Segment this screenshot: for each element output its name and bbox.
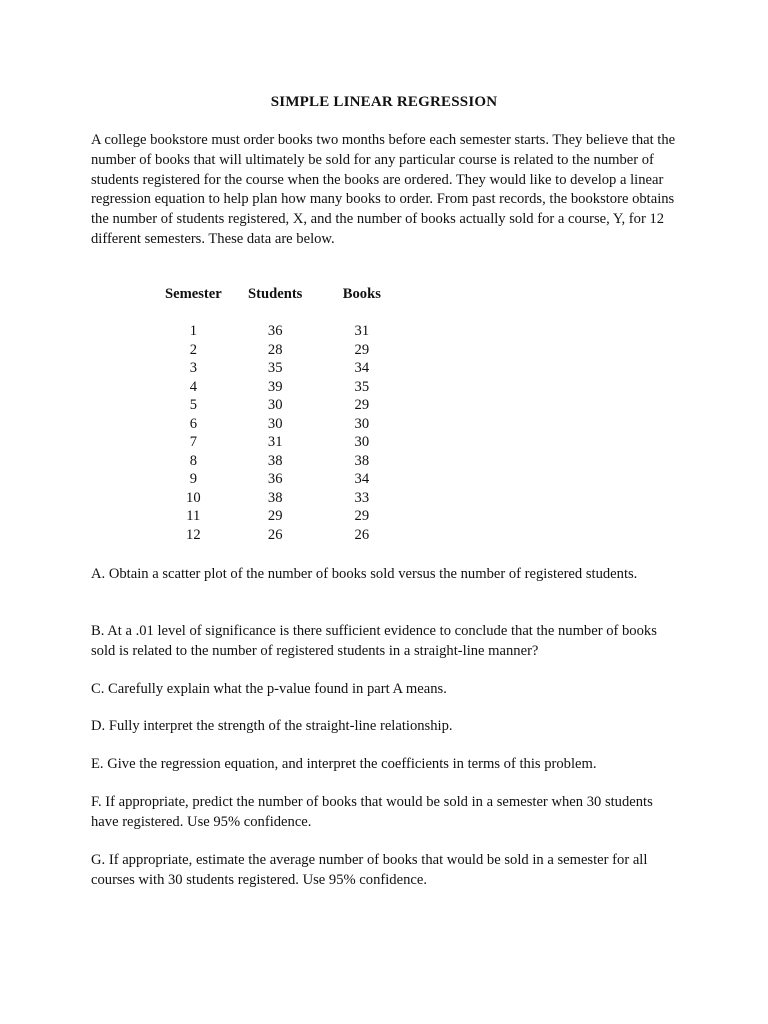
table-row (150, 378, 410, 397)
cell-semester: 2 (189, 341, 197, 358)
cell-students: 30 (267, 415, 283, 432)
table-row (150, 415, 410, 434)
cell-books: 34 (354, 360, 370, 376)
cell-semester: 10 (186, 489, 201, 506)
question-d: D. Fully interpret the strength of the straight-line relationship. (91, 718, 453, 734)
cell-books: 38 (354, 452, 370, 469)
table-row (150, 507, 410, 526)
cell-semester: 6 (189, 415, 197, 432)
question-g: G. If appropriate, estimate the average number of books that would be sold in a semester for all courses with 30 students registered. Use 95% confidence. (91, 852, 648, 888)
question-c: C. Carefully explain what the p-value found in part A means. (91, 681, 447, 697)
cell-students: 26 (267, 526, 283, 543)
table-body (150, 322, 410, 544)
cell-students: 30 (267, 397, 283, 413)
cell-students: 39 (267, 378, 283, 395)
cell-students: 38 (267, 489, 283, 506)
cell-semester: 5 (189, 397, 197, 413)
cell-books: 29 (354, 397, 370, 413)
cell-students: 36 (267, 323, 283, 339)
cell-books: 34 (354, 471, 370, 487)
table-row (150, 396, 410, 415)
cell-semester: 3 (189, 360, 197, 376)
cell-books: 26 (354, 526, 370, 543)
cell-books: 33 (354, 489, 370, 506)
table-row (150, 433, 410, 452)
table-row (150, 322, 410, 341)
cell-semester: 1 (189, 323, 197, 339)
cell-semester: 12 (186, 526, 201, 543)
cell-semester: 9 (189, 471, 197, 487)
cell-semester: 4 (189, 378, 197, 395)
table-row (150, 359, 410, 378)
document-title: SIMPLE LINEAR REGRESSION (270, 94, 498, 110)
cell-books: 31 (354, 323, 370, 339)
cell-students: 38 (267, 452, 283, 469)
table-row (150, 526, 410, 545)
table-row (150, 452, 410, 471)
question-a: A. Obtain a scatter plot of the number of books sold versus the number of registered students. (91, 566, 638, 582)
cell-students: 36 (267, 471, 283, 487)
cell-books: 30 (354, 415, 370, 432)
cell-semester: 7 (189, 434, 197, 450)
cell-books: 35 (354, 378, 370, 395)
cell-students: 35 (267, 360, 283, 376)
table-row (150, 470, 410, 489)
cell-students: 28 (267, 341, 283, 358)
table-header (150, 286, 410, 306)
question-b: B. At a .01 level of significance is there sufficient evidence to conclude that the number of books sold is related to the number of registered students in a straight-line manner? (91, 623, 657, 659)
cell-students: 31 (267, 434, 283, 450)
intro-paragraph: A college bookstore must order books two months before each semester starts. They believe that the number of books that will ultimately be sold for any particular course is related to the number of students registered for the course when the books are ordered. They would like to develop a linear regression equation to help plan how many books to order. From past records, the bookstore obtains the number of students registered, X, and the number of books actually sold for a course, Y, for 12 different semesters. These data are below. (91, 132, 676, 247)
header-books: Books (342, 286, 381, 302)
cell-semester: 8 (189, 452, 197, 469)
table-row (150, 341, 410, 360)
header-semester: Semester (164, 286, 222, 302)
cell-books: 29 (354, 341, 370, 358)
header-students: Students (248, 286, 303, 302)
cell-students: 29 (267, 508, 283, 524)
cell-books: 30 (354, 434, 370, 450)
question-e: E. Give the regression equation, and interpret the coefficients in terms of this problem. (91, 756, 597, 772)
question-f: F. If appropriate, predict the number of books that would be sold in a semester when 30 students have registered. Use 95% confidence. (91, 794, 653, 830)
data-table (150, 286, 410, 544)
cell-books: 29 (354, 508, 370, 524)
cell-semester: 11 (186, 508, 201, 524)
table-row (150, 489, 410, 508)
